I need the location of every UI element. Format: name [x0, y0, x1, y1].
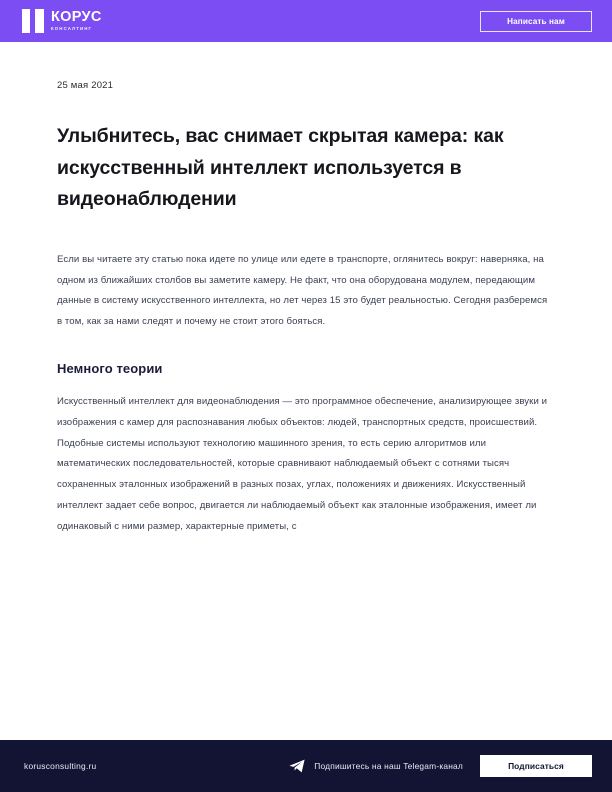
brand-name: КОРУС [51, 9, 102, 26]
footer-telegram-text: Подпишитесь на наш Telegam-канал [314, 761, 463, 771]
footer-telegram-block[interactable] [289, 759, 463, 773]
page-title: Улыбнитесь, вас снимает скрытая камера: как искусственный интеллект используется в видеонаблюдении [57, 125, 504, 211]
contact-us-button[interactable]: Написать нам [480, 11, 592, 32]
article-content [0, 42, 612, 740]
article-lead-paragraph: Если вы читаете эту статью пока идете по улице или едете в транспорте, оглянитесь вокруг: наверняка, на одном из ближайших столбов вы заметите камеру. Не факт, что она оборудована модулем, передающим данные в систему искусственного интеллекта, но лет через 15 это будет реальностью. Сегодня разберемся в том, как за нами следят и почему не стоит этого бояться. [57, 253, 548, 328]
section-heading: Немного теории [57, 360, 163, 376]
brand-logo[interactable] [22, 9, 102, 33]
site-footer [0, 740, 612, 792]
article-date: 25 мая 2021 [57, 80, 114, 91]
article-paragraph-3: Подобные системы используют технологию машинного зрения, то есть серию алгоритмов или математических последовательностей, которые сравнивают наблюдаемый объект с сотнями тысяч сохраненных эталонных изображений в разных позах, углах, положениях и движениях. Искусственный интеллект задает себе вопрос, двигается ли наблюдаемый объект как эталонные изображения, имеет ли одинаковый с ними размер, характерные приметы, с [57, 437, 537, 532]
brand-subtitle: КОНСАЛТИНГ [51, 26, 93, 32]
site-header [0, 0, 612, 42]
telegram-paper-plane-icon [289, 759, 305, 773]
brand-wordmark [51, 10, 102, 31]
korus-logo-icon [22, 9, 44, 33]
footer-site-url[interactable]: korusconsulting.ru [24, 761, 97, 771]
article-paragraph-2: Искусственный интеллект для видеонаблюдения — это программное обеспечение, анализирующее звуки и изображения с камер для распознавания любых объектов: людей, транспортных средств, происшествий. [57, 395, 548, 428]
subscribe-button[interactable]: Подписаться [480, 755, 592, 777]
